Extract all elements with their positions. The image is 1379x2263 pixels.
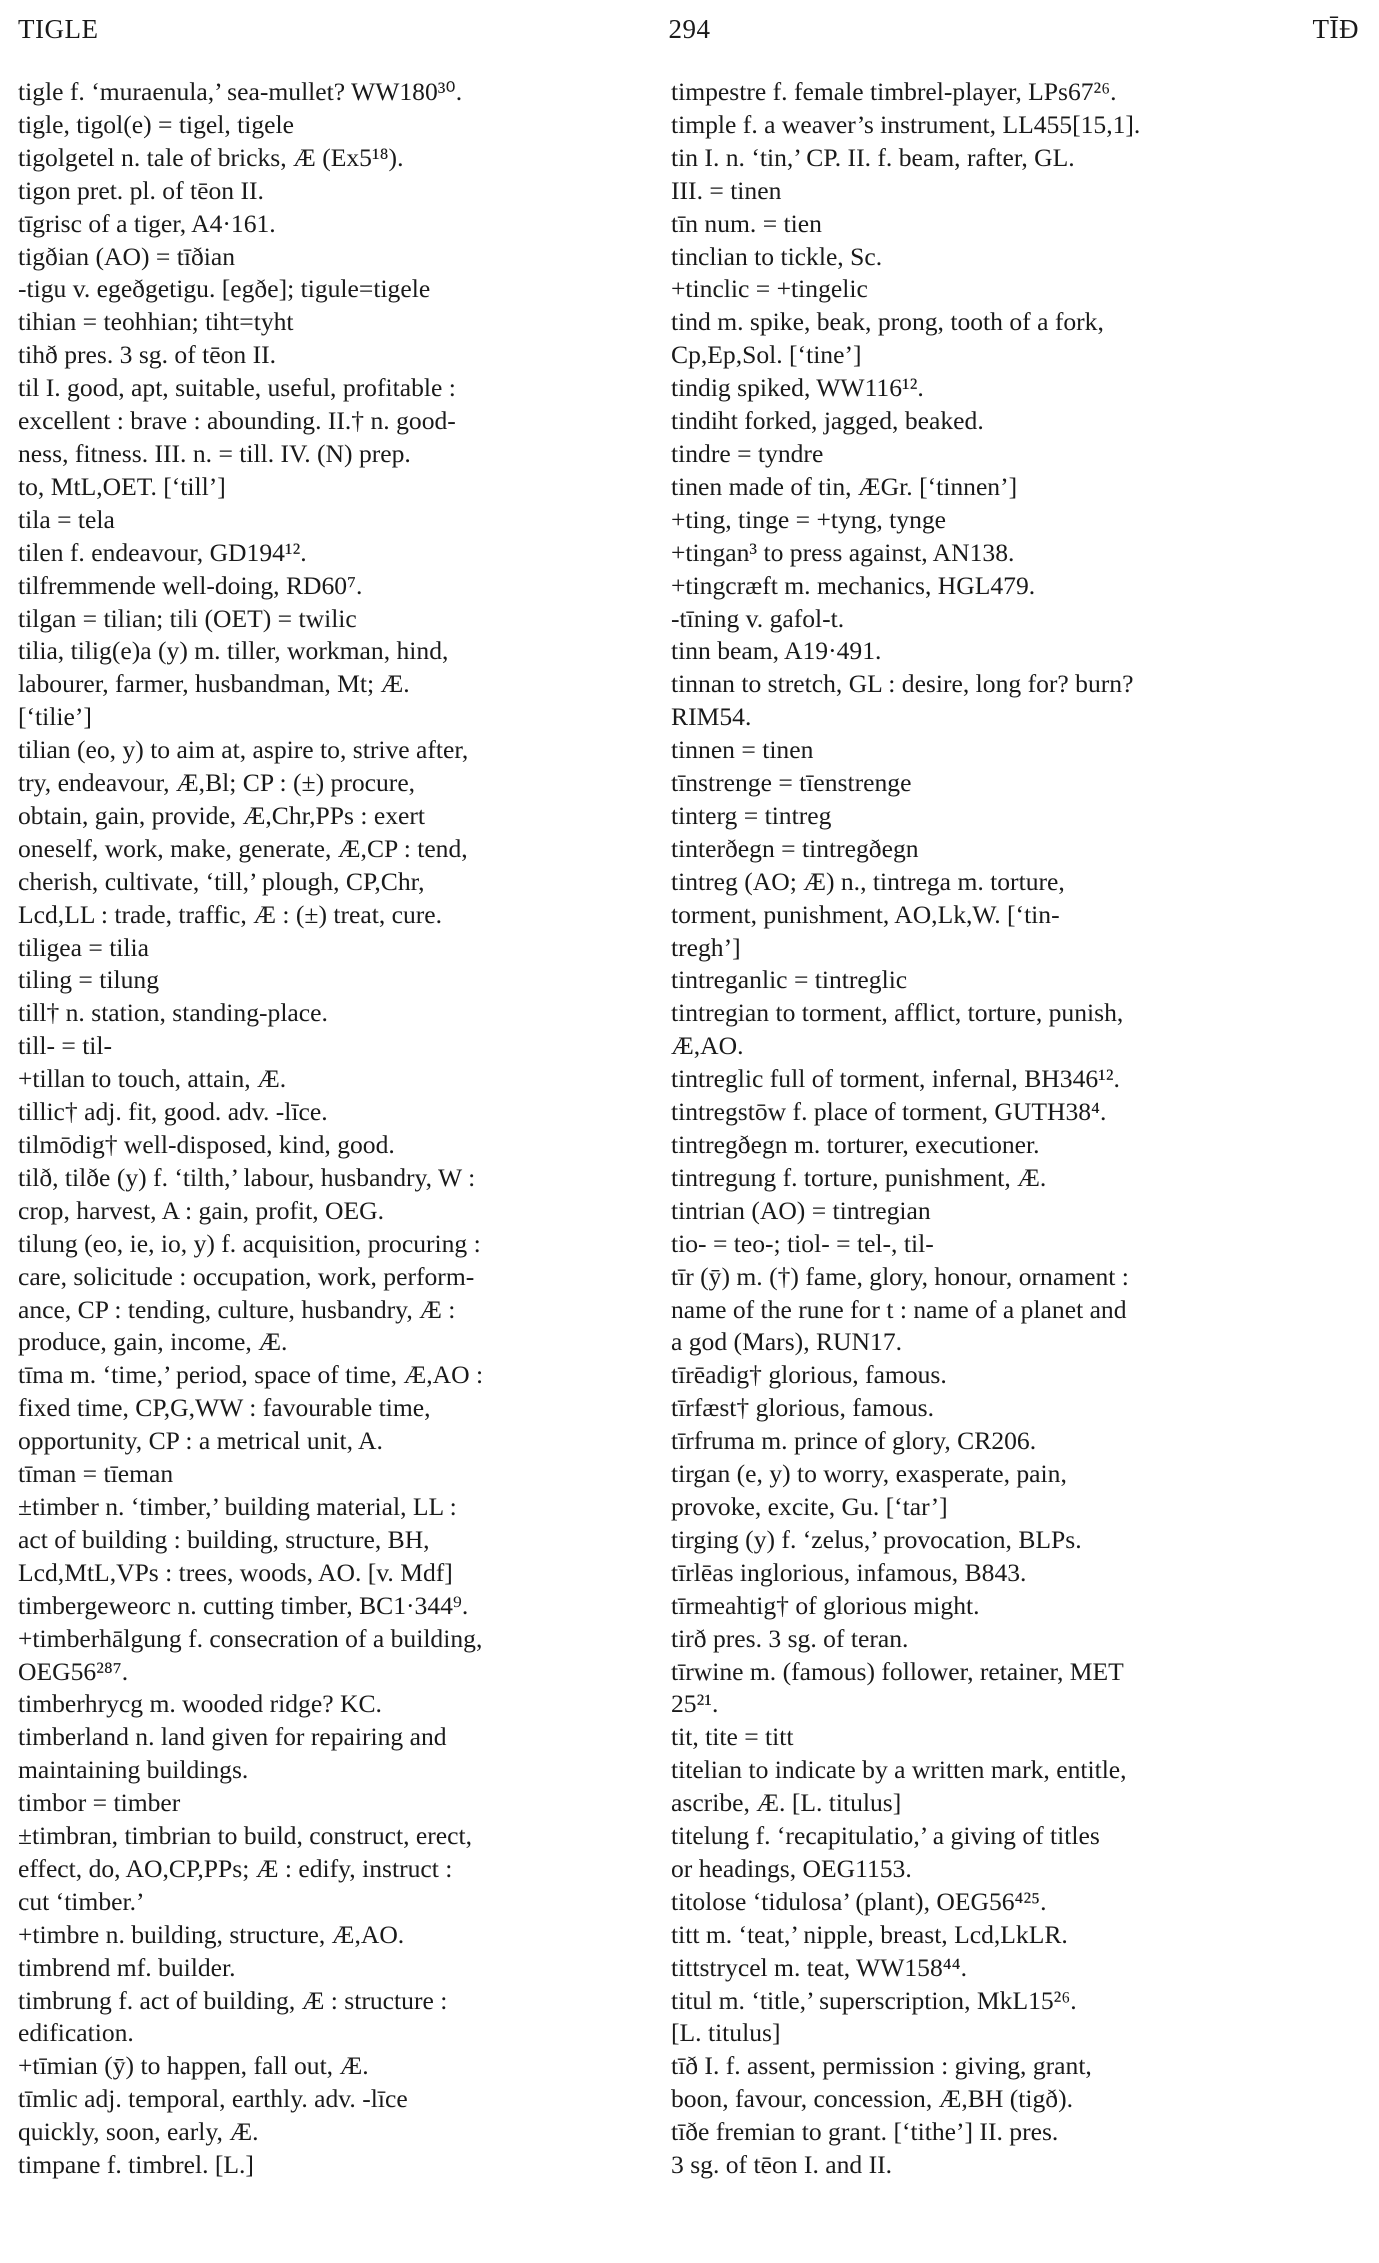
dictionary-entry (671, 570, 1365, 603)
entry-line: ascribe, Æ. [L. titulus] (671, 1788, 902, 1818)
dictionary-entry (671, 1721, 1365, 1754)
dictionary-entry (671, 537, 1365, 570)
entry-line: 3 sg. of tēon I. and II. (671, 2150, 893, 2180)
dictionary-entry (18, 734, 676, 931)
dictionary-entry (671, 372, 1365, 405)
dictionary-entry (18, 208, 676, 241)
dictionary-entry (671, 1623, 1365, 1656)
entry-line: tīma m. ‘time,’ period, space of time, Æ,AO : (18, 1360, 484, 1390)
dictionary-entry (671, 405, 1365, 438)
entry-line: OEG56²⁸⁷. (18, 1656, 129, 1686)
entry-line: tihð pres. 3 sg. of tēon II. (18, 340, 277, 370)
page-header (0, 14, 1379, 50)
dictionary-entry (18, 1623, 676, 1689)
dictionary-entry (18, 109, 676, 142)
entry-line: oneself, work, make, generate, Æ,CP : tend, (18, 833, 468, 863)
dictionary-entry (18, 1820, 676, 1919)
dictionary-entry (671, 1656, 1365, 1722)
entry-line: -tigu v. egeðgetigu. [egðe]; tigule=tigele (18, 274, 431, 304)
entry-line: tīr (ȳ) m. (†) fame, glory, honour, ornament : (671, 1261, 1129, 1291)
entry-line: tintregstōw f. place of torment, GUTH38⁴. (671, 1097, 1107, 1127)
entry-line: tinterðegn = tintregðegn (671, 833, 919, 863)
dictionary-entry (671, 142, 1365, 208)
entry-line: tīrfæst† glorious, famous. (671, 1393, 935, 1423)
dictionary-entry (18, 1590, 676, 1623)
dictionary-entry (671, 1754, 1365, 1820)
entry-line: tīnstrenge = tīenstrenge (671, 768, 912, 798)
entry-line: tind m. spike, beak, prong, tooth of a fork, (671, 307, 1104, 337)
header-left-guide-word: TIGLE (18, 14, 99, 44)
entry-line: tintrian (AO) = tintregian (671, 1195, 931, 1225)
dictionary-entry (671, 1458, 1365, 1524)
entry-line: tilen f. endeavour, GD194¹². (18, 537, 307, 567)
entry-line: Lcd,MtL,VPs : trees, woods, AO. [v. Mdf] (18, 1557, 453, 1587)
entry-line: tiling = tilung (18, 965, 159, 995)
entry-line: tintregung f. torture, punishment, Æ. (671, 1162, 1047, 1192)
entry-line: produce, gain, income, Æ. (18, 1327, 288, 1357)
entry-line: tin I. n. ‘tin,’ CP. II. f. beam, rafter, GL. (671, 142, 1075, 172)
entry-line: tigon pret. pl. of tēon II. (18, 175, 264, 205)
dictionary-entry (18, 142, 676, 175)
entry-line: timberhrycg m. wooded ridge? KC. (18, 1689, 382, 1719)
dictionary-entry (18, 76, 676, 109)
dictionary-entry (671, 273, 1365, 306)
entry-line: try, endeavour, Æ,Bl; CP : (±) procure, (18, 768, 416, 798)
entry-line: cherish, cultivate, ‘till,’ plough, CP,Chr, (18, 866, 425, 896)
dictionary-entry (671, 76, 1365, 109)
dictionary-entry (18, 932, 676, 965)
entry-line: tintreganlic = tintreglic (671, 965, 908, 995)
entry-line: titelung f. ‘recapitulatio,’ a giving of titles (671, 1821, 1100, 1851)
dictionary-entry (671, 997, 1365, 1063)
entry-line: +tingan³ to press against, AN138. (671, 537, 1015, 567)
entry-line: tregh’] (671, 932, 741, 962)
entry-line: tihian = teohhian; tiht=tyht (18, 307, 294, 337)
entry-line: tinterg = tintreg (671, 800, 832, 830)
dictionary-entry (671, 964, 1365, 997)
entry-line: a god (Mars), RUN17. (671, 1327, 903, 1357)
dictionary-entry (671, 208, 1365, 241)
entry-line: +tillan to touch, attain, Æ. (18, 1064, 287, 1094)
dictionary-entry (18, 997, 676, 1030)
dictionary-entry (18, 603, 676, 636)
entry-line: ness, fitness. III. n. = till. IV. (N) prep. (18, 438, 411, 468)
dictionary-entry (671, 1261, 1365, 1360)
entry-line: ±timbran, timbrian to build, construct, erect, (18, 1821, 473, 1851)
entry-line: Cp,Ep,Sol. [‘tine’] (671, 340, 862, 370)
entry-line: act of building : building, structure, BH, (18, 1524, 430, 1554)
entry-line: maintaining buildings. (18, 1755, 249, 1785)
page-number: 294 (668, 14, 711, 44)
dictionary-entry (671, 734, 1365, 767)
dictionary-entry (671, 833, 1365, 866)
entry-line: tīrmeahtig† of glorious might. (671, 1590, 980, 1620)
entry-line: timbergeweorc n. cutting timber, BC1·344⁹. (18, 1590, 469, 1620)
entry-line: tigolgetel n. tale of bricks, Æ (Ex5¹⁸). (18, 142, 404, 172)
dictionary-entry (18, 1030, 676, 1063)
entry-line: fixed time, CP,G,WW : favourable time, (18, 1393, 431, 1423)
entry-line: torment, punishment, AO,Lk,W. [‘tin- (671, 899, 1060, 929)
entry-line: [L. titulus] (671, 2018, 781, 2048)
entry-line: +tīmian (ȳ) to happen, fall out, Æ. (18, 2051, 369, 2081)
entry-line: titolose ‘tidulosa’ (plant), OEG56⁴²⁵. (671, 1886, 1047, 1916)
entry-line: tīman = tīeman (18, 1459, 174, 1489)
entry-line: tīmlic adj. temporal, earthly. adv. -līce (18, 2084, 408, 2114)
dictionary-entry (671, 668, 1365, 734)
entry-line: name of the rune for t : name of a planet and (671, 1294, 1127, 1324)
entry-line: provoke, excite, Gu. [‘tar’] (671, 1491, 948, 1521)
dictionary-entry (671, 866, 1365, 965)
entry-line: tirging (y) f. ‘zelus,’ provocation, BLPs. (671, 1524, 1082, 1554)
entry-line: till† n. station, standing-place. (18, 998, 328, 1028)
entry-line: tīgrisc of a tiger, A4·161. (18, 208, 276, 238)
entry-line: tilian (eo, y) to aim at, aspire to, strive after, (18, 735, 469, 765)
left-column (18, 76, 676, 2182)
entry-line: titul m. ‘title,’ superscription, MkL15²⁶. (671, 1985, 1077, 2015)
entry-line: timpane f. timbrel. [L.] (18, 2150, 254, 2180)
entry-line: boon, favour, concession, Æ,BH (tigð). (671, 2084, 1074, 2114)
dictionary-entry (18, 306, 676, 339)
entry-line: tīn num. = tien (671, 208, 822, 238)
dictionary-entry (671, 1524, 1365, 1557)
entry-line: tindiht forked, jagged, beaked. (671, 406, 984, 436)
entry-line: III. = tinen (671, 175, 782, 205)
dictionary-entry (671, 1195, 1365, 1228)
entry-line: tinnen = tinen (671, 735, 814, 765)
dictionary-entry (18, 372, 676, 504)
dictionary-entry (671, 1557, 1365, 1590)
entry-line: obtain, gain, provide, Æ,Chr,PPs : exert (18, 800, 426, 830)
entry-line: tilð, tilðe (y) f. ‘tilth,’ labour, husbandry, W : (18, 1162, 476, 1192)
entry-line: timbrend mf. builder. (18, 1952, 236, 1982)
entry-line: tīrwine m. (famous) follower, retainer, MET (671, 1656, 1124, 1686)
dictionary-entry (18, 1985, 676, 2051)
entry-line: +tingcræft m. mechanics, HGL479. (671, 570, 1036, 600)
dictionary-entry (671, 603, 1365, 636)
entry-line: effect, do, AO,CP,PPs; Æ : edify, instruct : (18, 1853, 453, 1883)
dictionary-entry (18, 2083, 676, 2149)
entry-line: labourer, farmer, husbandman, Mt; Æ. (18, 669, 410, 699)
dictionary-entry (671, 2050, 1365, 2182)
entry-line: Æ,AO. (671, 1031, 744, 1061)
entry-line: timbor = timber (18, 1788, 181, 1818)
entry-line: timpestre f. female timbrel-player, LPs67²⁶. (671, 77, 1117, 106)
entry-line: tīrfruma m. prince of glory, CR206. (671, 1426, 1037, 1456)
dictionary-entry (671, 1096, 1365, 1129)
dictionary-entry (18, 570, 676, 603)
entry-line: tilfremmende well-doing, RD60⁷. (18, 570, 363, 600)
entry-line: RIM54. (671, 702, 752, 732)
entry-line: tila = tela (18, 504, 115, 534)
dictionary-entry (18, 273, 676, 306)
entry-line: tillic† adj. fit, good. adv. -līce. (18, 1097, 328, 1127)
entry-line: tittstrycel m. teat, WW158⁴⁴. (671, 1952, 967, 1982)
dictionary-entry (18, 1787, 676, 1820)
entry-line: til I. good, apt, suitable, useful, profitable : (18, 373, 456, 403)
dictionary-entry (671, 109, 1365, 142)
entry-line: tīðe fremian to grant. [‘tithe’] II. pres. (671, 2117, 1059, 2147)
entry-line: cut ‘timber.’ (18, 1886, 145, 1916)
dictionary-entry (18, 504, 676, 537)
entry-line: titelian to indicate by a written mark, entitle, (671, 1755, 1127, 1785)
dictionary-entry (671, 241, 1365, 274)
entry-line: tirgan (e, y) to worry, exasperate, pain, (671, 1459, 1067, 1489)
header-right-guide-word: TĪÐ (1312, 14, 1359, 44)
dictionary-entry (671, 1919, 1365, 1952)
entry-line: to, MtL,OET. [‘till’] (18, 471, 226, 501)
dictionary-entry (671, 1985, 1365, 2051)
entry-line: tio- = teo-; tiol- = tel-, til- (671, 1228, 934, 1258)
dictionary-entry (18, 1359, 676, 1458)
dictionary-entry (18, 2050, 676, 2083)
dictionary-entry (671, 306, 1365, 372)
entry-line: tintregian to torment, afflict, torture, punish, (671, 998, 1124, 1028)
entry-line: [‘tilie’] (18, 702, 92, 732)
dictionary-entry (671, 1590, 1365, 1623)
entry-line: tirð pres. 3 sg. of teran. (671, 1623, 909, 1653)
dictionary-entry (671, 504, 1365, 537)
dictionary-entry (18, 1721, 676, 1787)
dictionary-entry (671, 1952, 1365, 1985)
entry-line: timberland n. land given for repairing and (18, 1722, 447, 1752)
entry-line: tit, tite = titt (671, 1722, 794, 1752)
entry-line: tindig spiked, WW116¹². (671, 373, 924, 403)
entry-line: tintregðegn m. torturer, executioner. (671, 1130, 1040, 1159)
entry-line: excellent : brave : abounding. II.† n. good- (18, 406, 456, 436)
dictionary-entry (18, 635, 676, 734)
dictionary-entry (671, 800, 1365, 833)
dictionary-entry (671, 1425, 1365, 1458)
entry-line: tilung (eo, ie, io, y) f. acquisition, procuring : (18, 1228, 481, 1258)
dictionary-entry (18, 1919, 676, 1952)
entry-line: opportunity, CP : a metrical unit, A. (18, 1426, 383, 1456)
dictionary-entry (18, 964, 676, 997)
entry-line: edification. (18, 2018, 134, 2048)
entry-line: ance, CP : tending, culture, husbandry, Æ : (18, 1294, 456, 1324)
entry-line: tiligea = tilia (18, 932, 149, 962)
dictionary-entry (671, 1228, 1365, 1261)
entry-line: tilia, tilig(e)a (y) m. tiller, workman, hind, (18, 636, 449, 666)
entry-line: till- = til- (18, 1031, 113, 1061)
entry-line: crop, harvest, A : gain, profit, OEG. (18, 1195, 385, 1225)
dictionary-entry (18, 1162, 676, 1228)
entry-line: Lcd,LL : trade, traffic, Æ : (±) treat, cure. (18, 899, 443, 929)
entry-line: tinn beam, A19·491. (671, 636, 882, 666)
entry-line: tigle, tigol(e) = tigel, tigele (18, 109, 294, 139)
entry-line: 25²¹. (671, 1689, 719, 1719)
dictionary-entry (18, 175, 676, 208)
entry-line: +ting, tinge = +tyng, tynge (671, 504, 947, 534)
dictionary-entry (671, 767, 1365, 800)
dictionary-entry (18, 1096, 676, 1129)
dictionary-entry (18, 2149, 676, 2182)
dictionary-entry (671, 438, 1365, 471)
entry-line: tīrēadig† glorious, famous. (671, 1360, 947, 1390)
entry-line: tindre = tyndre (671, 438, 824, 468)
dictionary-entry (671, 471, 1365, 504)
dictionary-entry (18, 1129, 676, 1162)
dictionary-entry (18, 339, 676, 372)
right-column (671, 76, 1365, 2182)
entry-line: +timbre n. building, structure, Æ,AO. (18, 1919, 405, 1949)
entry-line: tinen made of tin, ÆGr. [‘tinnen’] (671, 471, 1018, 501)
entry-line: or headings, OEG1153. (671, 1853, 912, 1883)
dictionary-entry (18, 241, 676, 274)
dictionary-entry (671, 1886, 1365, 1919)
dictionary-entry (671, 1129, 1365, 1162)
dictionary-entry (671, 1392, 1365, 1425)
entry-line: tinclian to tickle, Sc. (671, 241, 883, 271)
dictionary-entry (18, 1228, 676, 1360)
entry-line: tigle f. ‘muraenula,’ sea-mullet? WW180³⁰. (18, 77, 463, 106)
entry-line: -tīning v. gafol-t. (671, 603, 845, 633)
entry-line: quickly, soon, early, Æ. (18, 2117, 259, 2147)
entry-line: timbrung f. act of building, Æ : structure : (18, 1985, 448, 2015)
entry-line: +timberhālgung f. consecration of a building, (18, 1623, 483, 1653)
dictionary-entry (671, 1820, 1365, 1886)
entry-line: tilgan = tilian; tili (OET) = twilic (18, 603, 357, 633)
dictionary-entry (18, 1458, 676, 1491)
dictionary-entry (671, 1063, 1365, 1096)
entry-line: tinnan to stretch, GL : desire, long for? burn? (671, 669, 1134, 699)
entry-line: tintreg (AO; Æ) n., tintrega m. torture, (671, 866, 1065, 896)
entry-line: tīrlēas inglorious, infamous, B843. (671, 1557, 1027, 1587)
dictionary-entry (671, 1162, 1365, 1195)
dictionary-entry (18, 537, 676, 570)
dictionary-entry (671, 635, 1365, 668)
entry-line: care, solicitude : occupation, work, perform- (18, 1261, 475, 1291)
entry-line: tīð I. f. assent, permission : giving, grant, (671, 2051, 1092, 2081)
entry-line: tilmōdig† well-disposed, kind, good. (18, 1130, 395, 1159)
entry-line: tintreglic full of torment, infernal, BH346¹². (671, 1064, 1120, 1094)
entry-line: tigðian (AO) = tīðian (18, 241, 236, 271)
dictionary-entry (671, 1359, 1365, 1392)
entry-line: titt m. ‘teat,’ nipple, breast, Lcd,LkLR. (671, 1919, 1068, 1949)
entry-line: ±timber n. ‘timber,’ building material, LL : (18, 1491, 457, 1521)
dictionary-entry (18, 1491, 676, 1590)
dictionary-entry (18, 1688, 676, 1721)
dictionary-entry (18, 1063, 676, 1096)
entry-line: timple f. a weaver’s instrument, LL455[15,1]. (671, 109, 1141, 139)
entry-line: +tinclic = +tingelic (671, 274, 868, 304)
dictionary-entry (18, 1952, 676, 1985)
